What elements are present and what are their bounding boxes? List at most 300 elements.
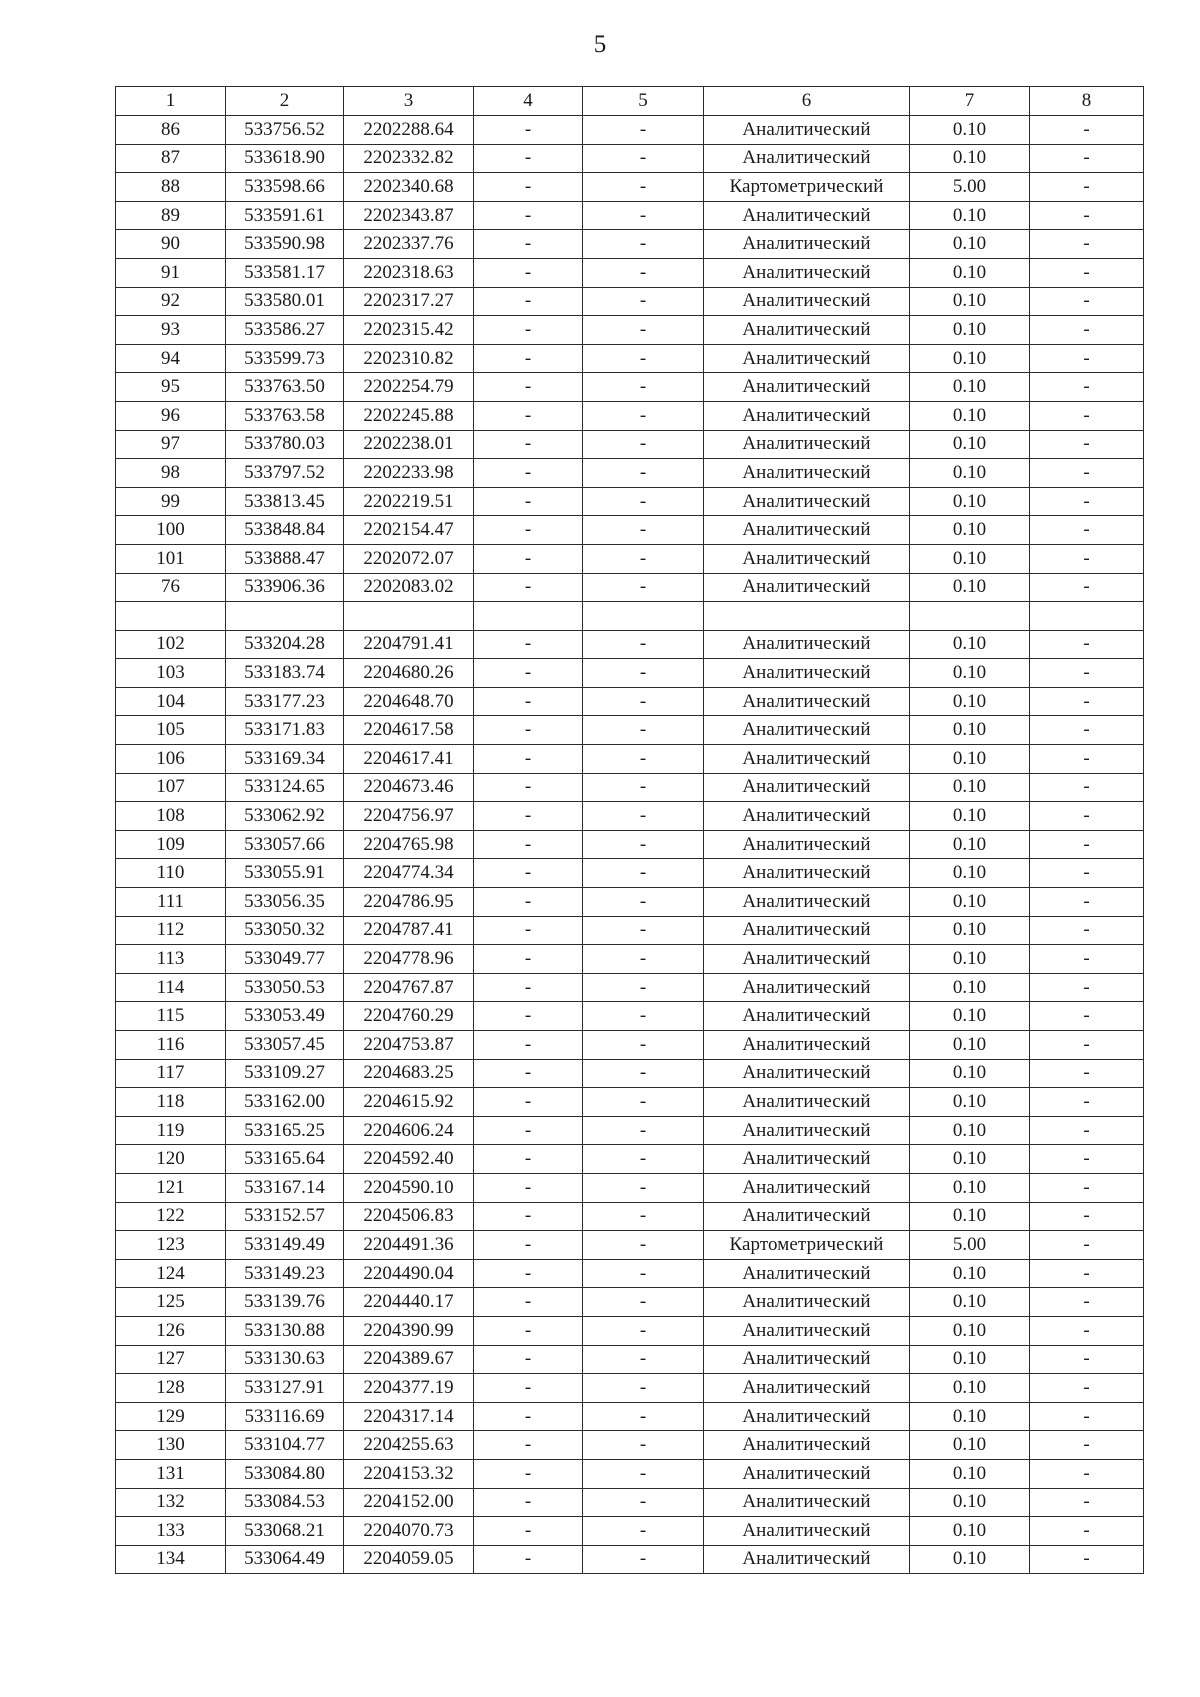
table-row [116, 373, 1144, 402]
point-number-cell: 132 [116, 1488, 226, 1517]
method-cell: Аналитический [704, 201, 910, 230]
column-4-cell: - [474, 173, 583, 202]
y-coordinate-cell: 2204440.17 [344, 1288, 474, 1317]
table-row [116, 1431, 1144, 1460]
point-number-cell: 104 [116, 687, 226, 716]
column-4-cell: - [474, 201, 583, 230]
accuracy-cell: 0.10 [910, 973, 1030, 1002]
x-coordinate-cell: 533171.83 [226, 716, 344, 745]
point-number-cell: 114 [116, 973, 226, 1002]
method-cell: Аналитический [704, 945, 910, 974]
accuracy-cell: 0.10 [910, 516, 1030, 545]
accuracy-cell: 0.10 [910, 316, 1030, 345]
x-coordinate-cell: 533152.57 [226, 1202, 344, 1231]
accuracy-cell: 0.10 [910, 1173, 1030, 1202]
method-cell: Аналитический [704, 659, 910, 688]
method-cell: Аналитический [704, 487, 910, 516]
method-cell: Аналитический [704, 1173, 910, 1202]
y-coordinate-cell: 2202317.27 [344, 287, 474, 316]
method-cell: Аналитический [704, 1288, 910, 1317]
table-row [116, 1031, 1144, 1060]
y-coordinate-cell: 2202315.42 [344, 316, 474, 345]
column-4-cell: - [474, 1259, 583, 1288]
y-coordinate-cell: 2204617.58 [344, 716, 474, 745]
method-cell: Аналитический [704, 1202, 910, 1231]
column-4-cell: - [474, 745, 583, 774]
method-cell: Аналитический [704, 973, 910, 1002]
x-coordinate-cell: 533104.77 [226, 1431, 344, 1460]
column-8-cell: - [1030, 430, 1144, 459]
x-coordinate-cell: 533813.45 [226, 487, 344, 516]
point-number-cell: 121 [116, 1173, 226, 1202]
column-5-cell: - [583, 1202, 704, 1231]
accuracy-cell: 0.10 [910, 573, 1030, 602]
method-cell: Аналитический [704, 316, 910, 345]
column-4-cell: - [474, 1488, 583, 1517]
x-coordinate-cell: 533599.73 [226, 344, 344, 373]
accuracy-cell: 0.10 [910, 916, 1030, 945]
method-cell: Аналитический [704, 1316, 910, 1345]
table-row [116, 1116, 1144, 1145]
table-row [116, 773, 1144, 802]
method-cell: Аналитический [704, 1374, 910, 1403]
x-coordinate-cell: 533149.49 [226, 1231, 344, 1260]
method-cell: Аналитический [704, 630, 910, 659]
accuracy-cell: 0.10 [910, 344, 1030, 373]
method-cell: Аналитический [704, 401, 910, 430]
column-8-cell: - [1030, 888, 1144, 917]
column-4-cell: - [474, 1402, 583, 1431]
column-4-cell: - [474, 802, 583, 831]
accuracy-cell: 0.10 [910, 687, 1030, 716]
y-coordinate-cell: 2204680.26 [344, 659, 474, 688]
accuracy-cell: 0.10 [910, 1288, 1030, 1317]
column-5-cell: - [583, 516, 704, 545]
column-4-cell: - [474, 258, 583, 287]
column-8-cell: - [1030, 1545, 1144, 1574]
column-4-cell: - [474, 544, 583, 573]
column-4-cell: - [474, 1288, 583, 1317]
column-4-cell: - [474, 344, 583, 373]
method-cell: Аналитический [704, 544, 910, 573]
column-5-cell: - [583, 1488, 704, 1517]
accuracy-cell: 0.10 [910, 888, 1030, 917]
method-cell: Аналитический [704, 573, 910, 602]
y-coordinate-cell: 2204617.41 [344, 745, 474, 774]
x-coordinate-cell: 533780.03 [226, 430, 344, 459]
column-5-cell: - [583, 144, 704, 173]
y-coordinate-cell: 2204152.00 [344, 1488, 474, 1517]
table-row [116, 144, 1144, 173]
column-8-cell: - [1030, 1173, 1144, 1202]
y-coordinate-cell: 2204490.04 [344, 1259, 474, 1288]
y-coordinate-cell: 2202310.82 [344, 344, 474, 373]
column-4-cell: - [474, 1345, 583, 1374]
column-4-cell: - [474, 945, 583, 974]
y-coordinate-cell: 2204791.41 [344, 630, 474, 659]
column-4-cell [474, 602, 583, 631]
x-coordinate-cell: 533109.27 [226, 1059, 344, 1088]
method-cell: Аналитический [704, 1459, 910, 1488]
accuracy-cell: 0.10 [910, 1488, 1030, 1517]
method-cell: Аналитический [704, 1116, 910, 1145]
point-number-cell: 126 [116, 1316, 226, 1345]
column-5-cell: - [583, 287, 704, 316]
column-8-cell: - [1030, 659, 1144, 688]
method-cell: Аналитический [704, 687, 910, 716]
column-header-5: 5 [583, 87, 704, 116]
x-coordinate-cell: 533149.23 [226, 1259, 344, 1288]
point-number-cell: 90 [116, 230, 226, 259]
column-4-cell: - [474, 1173, 583, 1202]
point-number-cell: 98 [116, 459, 226, 488]
y-coordinate-cell: 2204590.10 [344, 1173, 474, 1202]
accuracy-cell: 0.10 [910, 1374, 1030, 1403]
point-number-cell: 86 [116, 116, 226, 145]
column-8-cell: - [1030, 1231, 1144, 1260]
x-coordinate-cell: 533580.01 [226, 287, 344, 316]
column-4-cell: - [474, 230, 583, 259]
point-number-cell: 131 [116, 1459, 226, 1488]
table-row [116, 287, 1144, 316]
table-row [116, 1345, 1144, 1374]
column-5-cell [583, 602, 704, 631]
column-4-cell: - [474, 1002, 583, 1031]
column-8-cell: - [1030, 687, 1144, 716]
y-coordinate-cell: 2202254.79 [344, 373, 474, 402]
point-number-cell: 87 [116, 144, 226, 173]
accuracy-cell: 0.10 [910, 859, 1030, 888]
column-5-cell: - [583, 459, 704, 488]
table-row [116, 602, 1144, 631]
accuracy-cell: 0.10 [910, 373, 1030, 402]
method-cell: Аналитический [704, 859, 910, 888]
column-4-cell: - [474, 1202, 583, 1231]
point-number-cell: 111 [116, 888, 226, 917]
method-cell: Аналитический [704, 516, 910, 545]
column-header-1: 1 [116, 87, 226, 116]
page-number: 5 [593, 31, 607, 58]
column-8-cell: - [1030, 258, 1144, 287]
accuracy-cell: 0.10 [910, 1517, 1030, 1546]
accuracy-cell: 5.00 [910, 173, 1030, 202]
y-coordinate-cell: 2204615.92 [344, 1088, 474, 1117]
accuracy-cell: 0.10 [910, 116, 1030, 145]
point-number-cell: 133 [116, 1517, 226, 1546]
y-coordinate-cell: 2204491.36 [344, 1231, 474, 1260]
x-coordinate-cell: 533756.52 [226, 116, 344, 145]
x-coordinate-cell: 533763.58 [226, 401, 344, 430]
y-coordinate-cell: 2202238.01 [344, 430, 474, 459]
accuracy-cell: 0.10 [910, 1345, 1030, 1374]
point-number-cell: 108 [116, 802, 226, 831]
column-header-8: 8 [1030, 87, 1144, 116]
column-5-cell: - [583, 859, 704, 888]
column-8-cell: - [1030, 316, 1144, 345]
x-coordinate-cell: 533169.34 [226, 745, 344, 774]
column-8-cell: - [1030, 1459, 1144, 1488]
table-row [116, 1002, 1144, 1031]
table-row [116, 516, 1144, 545]
column-5-cell: - [583, 687, 704, 716]
column-5-cell: - [583, 1059, 704, 1088]
point-number-cell: 128 [116, 1374, 226, 1403]
accuracy-cell: 0.10 [910, 1059, 1030, 1088]
column-5-cell: - [583, 1545, 704, 1574]
y-coordinate-cell: 2202245.88 [344, 401, 474, 430]
column-8-cell: - [1030, 373, 1144, 402]
column-5-cell: - [583, 916, 704, 945]
column-4-cell: - [474, 973, 583, 1002]
column-4-cell: - [474, 888, 583, 917]
y-coordinate-cell: 2202219.51 [344, 487, 474, 516]
column-5-cell: - [583, 1459, 704, 1488]
column-5-cell: - [583, 1002, 704, 1031]
column-4-cell: - [474, 916, 583, 945]
column-5-cell: - [583, 973, 704, 1002]
table-row [116, 1316, 1144, 1345]
y-coordinate-cell: 2204506.83 [344, 1202, 474, 1231]
y-coordinate-cell: 2204787.41 [344, 916, 474, 945]
column-5-cell: - [583, 116, 704, 145]
table-row [116, 430, 1144, 459]
table-row [116, 173, 1144, 202]
table-row [116, 1059, 1144, 1088]
column-8-cell: - [1030, 173, 1144, 202]
table-row [116, 1402, 1144, 1431]
y-coordinate-cell: 2204778.96 [344, 945, 474, 974]
y-coordinate-cell: 2204059.05 [344, 1545, 474, 1574]
y-coordinate-cell: 2204753.87 [344, 1031, 474, 1060]
y-coordinate-cell: 2202083.02 [344, 573, 474, 602]
x-coordinate-cell: 533183.74 [226, 659, 344, 688]
y-coordinate-cell: 2204606.24 [344, 1116, 474, 1145]
x-coordinate-cell: 533116.69 [226, 1402, 344, 1431]
x-coordinate-cell: 533763.50 [226, 373, 344, 402]
point-number-cell: 110 [116, 859, 226, 888]
accuracy-cell: 0.10 [910, 659, 1030, 688]
point-number-cell: 96 [116, 401, 226, 430]
column-5-cell: - [583, 773, 704, 802]
point-number-cell: 93 [116, 316, 226, 345]
method-cell: Аналитический [704, 1002, 910, 1031]
y-coordinate-cell: 2202154.47 [344, 516, 474, 545]
column-4-cell: - [474, 459, 583, 488]
column-5-cell: - [583, 716, 704, 745]
y-coordinate-cell: 2204255.63 [344, 1431, 474, 1460]
method-cell: Картометрический [704, 173, 910, 202]
column-5-cell: - [583, 745, 704, 774]
point-number-cell: 116 [116, 1031, 226, 1060]
y-coordinate-cell: 2202343.87 [344, 201, 474, 230]
y-coordinate-cell: 2204317.14 [344, 1402, 474, 1431]
column-5-cell: - [583, 659, 704, 688]
x-coordinate-cell: 533049.77 [226, 945, 344, 974]
table-body [116, 116, 1144, 1574]
method-cell: Аналитический [704, 287, 910, 316]
x-coordinate-cell: 533084.53 [226, 1488, 344, 1517]
column-4-cell: - [474, 1031, 583, 1060]
x-coordinate-cell: 533162.00 [226, 1088, 344, 1117]
column-5-cell: - [583, 945, 704, 974]
x-coordinate-cell: 533590.98 [226, 230, 344, 259]
column-8-cell: - [1030, 1316, 1144, 1345]
method-cell: Аналитический [704, 745, 910, 774]
method-cell: Аналитический [704, 916, 910, 945]
method-cell: Аналитический [704, 1059, 910, 1088]
table-row [116, 544, 1144, 573]
accuracy-cell: 0.10 [910, 830, 1030, 859]
column-8-cell: - [1030, 287, 1144, 316]
x-coordinate-cell: 533906.36 [226, 573, 344, 602]
method-cell: Картометрический [704, 1231, 910, 1260]
column-5-cell: - [583, 1259, 704, 1288]
y-coordinate-cell: 2202337.76 [344, 230, 474, 259]
point-number-cell: 97 [116, 430, 226, 459]
column-8-cell: - [1030, 1374, 1144, 1403]
column-4-cell: - [474, 830, 583, 859]
column-8-cell: - [1030, 1116, 1144, 1145]
column-5-cell: - [583, 1402, 704, 1431]
method-cell: Аналитический [704, 230, 910, 259]
accuracy-cell: 0.10 [910, 459, 1030, 488]
method-cell [704, 602, 910, 631]
column-header-2: 2 [226, 87, 344, 116]
column-4-cell: - [474, 373, 583, 402]
accuracy-cell: 0.10 [910, 1002, 1030, 1031]
column-8-cell: - [1030, 1259, 1144, 1288]
column-4-cell: - [474, 1088, 583, 1117]
column-5-cell: - [583, 573, 704, 602]
method-cell: Аналитический [704, 344, 910, 373]
accuracy-cell: 0.10 [910, 1145, 1030, 1174]
table-row [116, 973, 1144, 1002]
point-number-cell: 129 [116, 1402, 226, 1431]
column-5-cell: - [583, 1231, 704, 1260]
column-5-cell: - [583, 1431, 704, 1460]
method-cell: Аналитический [704, 373, 910, 402]
accuracy-cell [910, 602, 1030, 631]
method-cell: Аналитический [704, 888, 910, 917]
point-number-cell: 124 [116, 1259, 226, 1288]
column-4-cell: - [474, 630, 583, 659]
column-4-cell: - [474, 859, 583, 888]
point-number-cell: 91 [116, 258, 226, 287]
column-5-cell: - [583, 201, 704, 230]
column-8-cell: - [1030, 1431, 1144, 1460]
table-row [116, 916, 1144, 945]
column-8-cell: - [1030, 745, 1144, 774]
method-cell: Аналитический [704, 1031, 910, 1060]
point-number-cell: 120 [116, 1145, 226, 1174]
column-4-cell: - [474, 773, 583, 802]
point-number-cell: 88 [116, 173, 226, 202]
x-coordinate-cell: 533127.91 [226, 1374, 344, 1403]
y-coordinate-cell: 2202318.63 [344, 258, 474, 287]
column-8-cell: - [1030, 144, 1144, 173]
point-number-cell: 134 [116, 1545, 226, 1574]
table-row [116, 1517, 1144, 1546]
column-4-cell: - [474, 1431, 583, 1460]
x-coordinate-cell: 533165.64 [226, 1145, 344, 1174]
column-4-cell: - [474, 430, 583, 459]
accuracy-cell: 5.00 [910, 1231, 1030, 1260]
y-coordinate-cell: 2204774.34 [344, 859, 474, 888]
point-number-cell: 100 [116, 516, 226, 545]
x-coordinate-cell: 533064.49 [226, 1545, 344, 1574]
table-row [116, 1545, 1144, 1574]
y-coordinate-cell: 2204683.25 [344, 1059, 474, 1088]
method-cell: Аналитический [704, 144, 910, 173]
point-number-cell: 122 [116, 1202, 226, 1231]
table-row [116, 1231, 1144, 1260]
column-5-cell: - [583, 1288, 704, 1317]
x-coordinate-cell: 533797.52 [226, 459, 344, 488]
column-8-cell: - [1030, 487, 1144, 516]
y-coordinate-cell: 2204648.70 [344, 687, 474, 716]
column-5-cell: - [583, 1517, 704, 1546]
column-8-cell: - [1030, 1517, 1144, 1546]
y-coordinate-cell: 2202288.64 [344, 116, 474, 145]
column-4-cell: - [474, 144, 583, 173]
y-coordinate-cell [344, 602, 474, 631]
point-number-cell: 118 [116, 1088, 226, 1117]
table-row [116, 802, 1144, 831]
column-8-cell: - [1030, 1202, 1144, 1231]
column-5-cell: - [583, 630, 704, 659]
table-row [116, 116, 1144, 145]
column-8-cell: - [1030, 802, 1144, 831]
table-row [116, 1259, 1144, 1288]
point-number-cell: 113 [116, 945, 226, 974]
column-4-cell: - [474, 1459, 583, 1488]
method-cell: Аналитический [704, 1488, 910, 1517]
accuracy-cell: 0.10 [910, 1088, 1030, 1117]
column-4-cell: - [474, 487, 583, 516]
column-5-cell: - [583, 1345, 704, 1374]
column-8-cell: - [1030, 1345, 1144, 1374]
point-number-cell: 107 [116, 773, 226, 802]
table-row [116, 258, 1144, 287]
column-header-3: 3 [344, 87, 474, 116]
method-cell: Аналитический [704, 1259, 910, 1288]
point-number-cell: 95 [116, 373, 226, 402]
column-5-cell: - [583, 1316, 704, 1345]
column-4-cell: - [474, 687, 583, 716]
table-row [116, 573, 1144, 602]
accuracy-cell: 0.10 [910, 544, 1030, 573]
accuracy-cell: 0.10 [910, 430, 1030, 459]
column-8-cell [1030, 602, 1144, 631]
column-5-cell: - [583, 344, 704, 373]
point-number-cell: 106 [116, 745, 226, 774]
column-5-cell: - [583, 258, 704, 287]
column-4-cell: - [474, 1145, 583, 1174]
accuracy-cell: 0.10 [910, 773, 1030, 802]
point-number-cell: 92 [116, 287, 226, 316]
column-8-cell: - [1030, 1145, 1144, 1174]
x-coordinate-cell: 533050.32 [226, 916, 344, 945]
table-row [116, 1202, 1144, 1231]
column-8-cell: - [1030, 773, 1144, 802]
y-coordinate-cell: 2204390.99 [344, 1316, 474, 1345]
column-5-cell: - [583, 1145, 704, 1174]
method-cell: Аналитический [704, 1517, 910, 1546]
y-coordinate-cell: 2204389.67 [344, 1345, 474, 1374]
accuracy-cell: 0.10 [910, 1116, 1030, 1145]
method-cell: Аналитический [704, 1145, 910, 1174]
method-cell: Аналитический [704, 1345, 910, 1374]
